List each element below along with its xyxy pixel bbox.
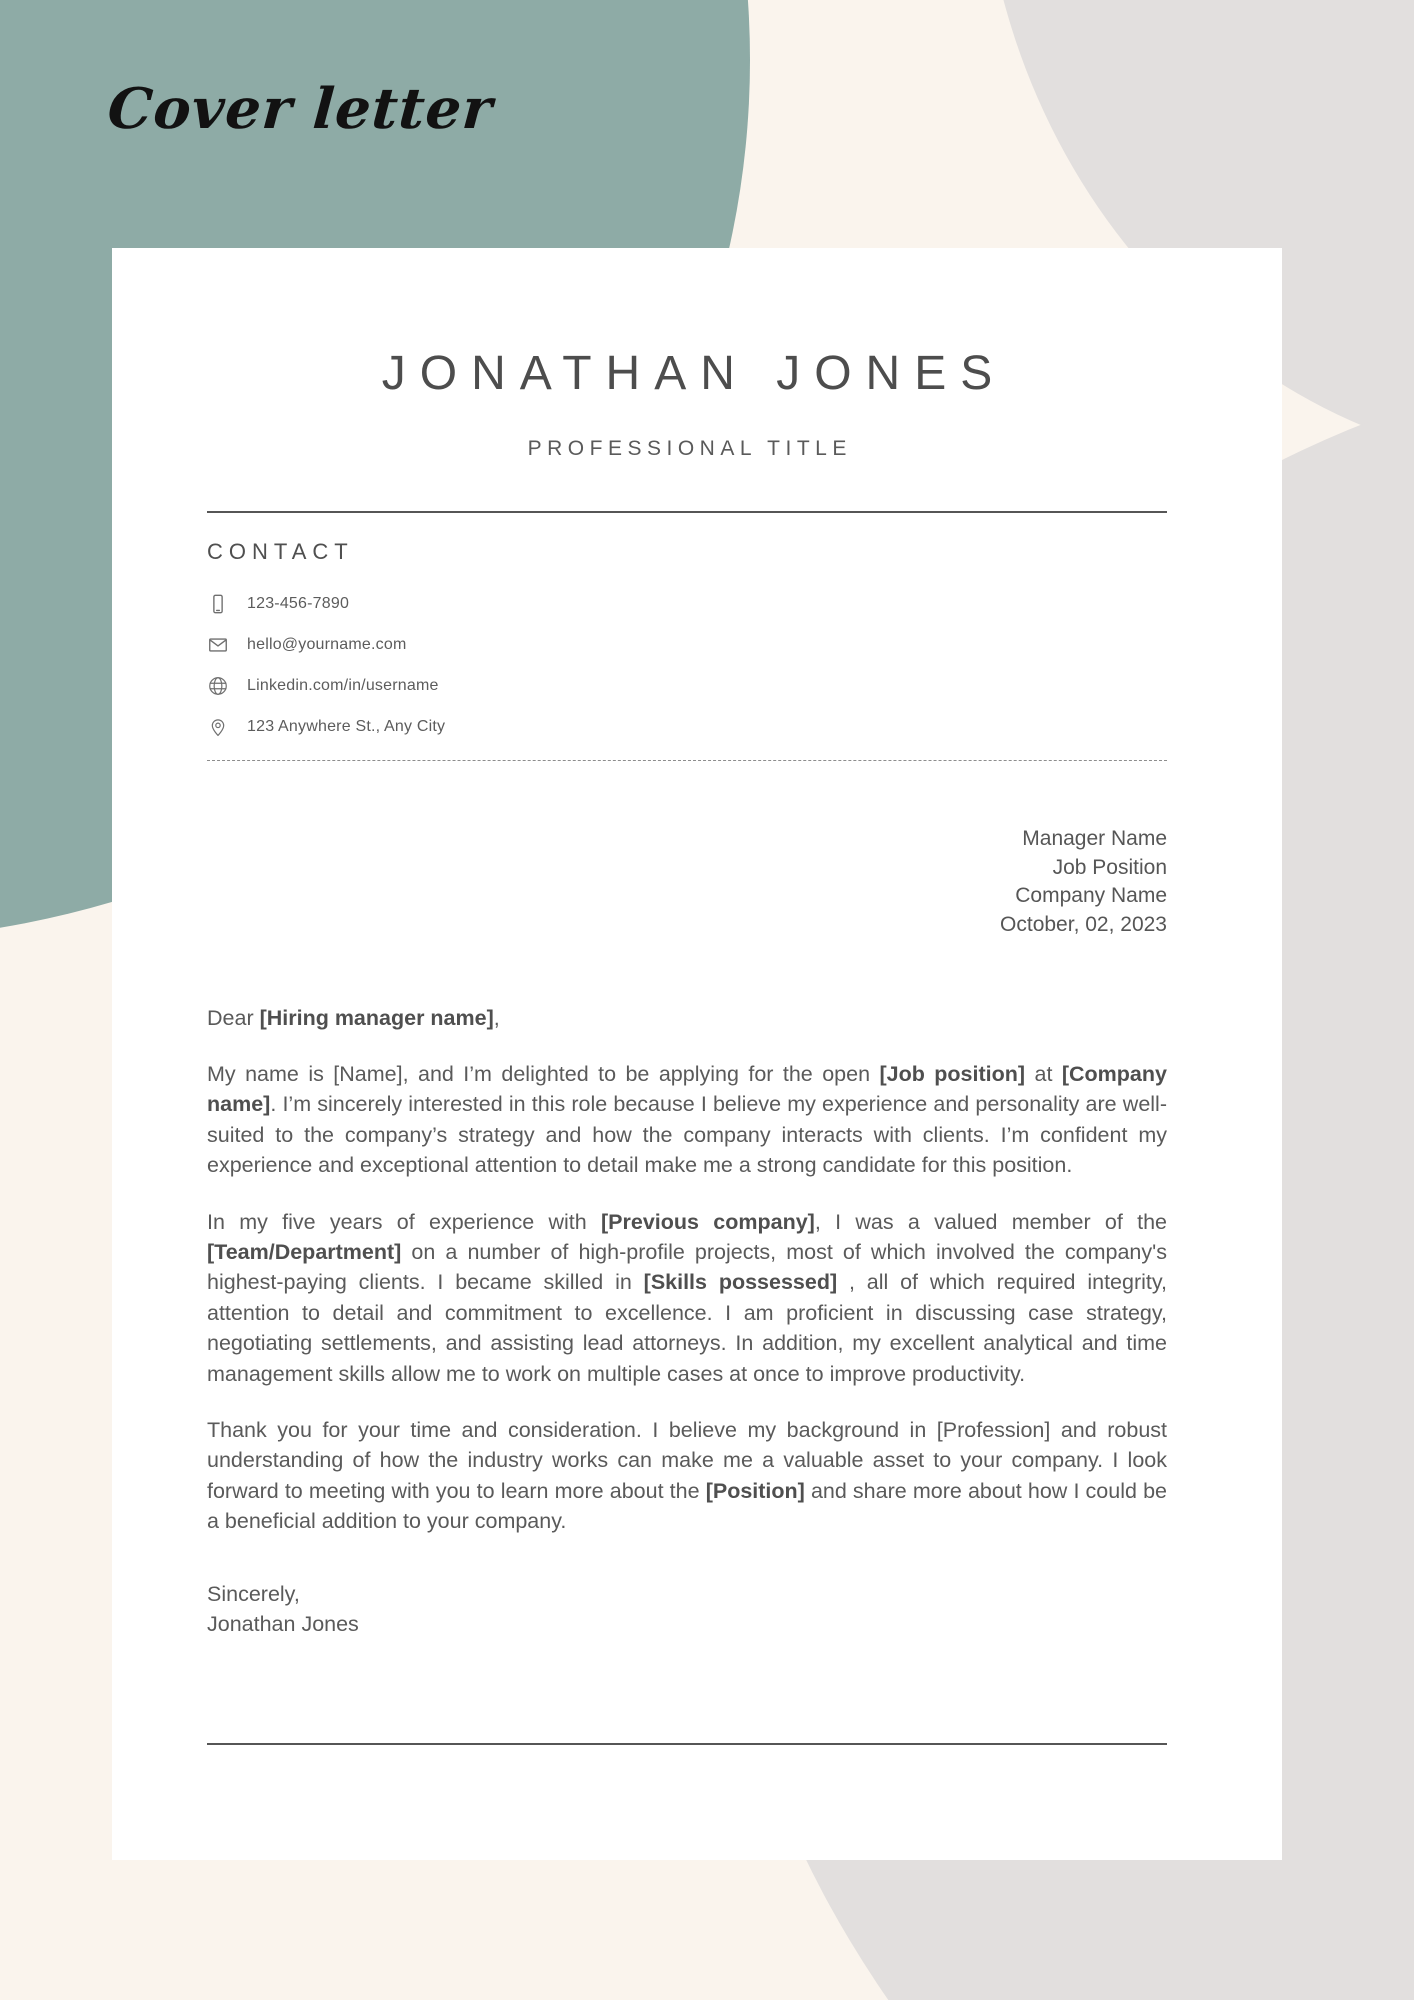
placeholder-bold: [Previous company] bbox=[601, 1209, 815, 1234]
street-address: 123 Anywhere St., Any City bbox=[247, 717, 446, 735]
letter-body bbox=[207, 1059, 1167, 1537]
text-run: at bbox=[1025, 1062, 1062, 1086]
letter-page bbox=[112, 248, 1282, 1860]
text-run: on a number of high-profile projects, most of which involved the company's highest-paying clients. I became skilled in bbox=[207, 1240, 1167, 1295]
salutation bbox=[207, 1003, 1167, 1033]
closing-block bbox=[207, 1579, 1167, 1639]
letter-date: October, 02, 2023 bbox=[1000, 912, 1167, 936]
footer-divider bbox=[207, 1743, 1167, 1745]
placeholder-bold: [Job position] bbox=[879, 1062, 1026, 1086]
text-run: . I’m sincerely interested in this role because I believe my experience and personality are well-suited to the company’s strategy and how the company interacts with clients. I’m confident my experience and exceptional attention to detail make me a strong candidate for this position. bbox=[207, 1092, 1167, 1178]
contact-row-email bbox=[207, 624, 1167, 665]
location-icon bbox=[207, 716, 229, 738]
dashed-divider bbox=[207, 760, 1167, 761]
closing-signature: Jonathan Jones bbox=[207, 1611, 359, 1636]
placeholder-bold: [Hiring manager name] bbox=[259, 1006, 494, 1030]
contact-row-address bbox=[207, 706, 1167, 747]
phone-icon bbox=[207, 593, 229, 615]
email-address: hello@yourname.com bbox=[247, 635, 407, 653]
text-run: Thank you for your time and consideration. I believe my background in [Profession] and robust understanding of how the industry works can make me a valuable asset to your company. I look forward to meeting with you to learn more about the bbox=[207, 1418, 1167, 1503]
recipient-job-position: Job Position bbox=[1052, 855, 1167, 879]
text-run: In my five years of experience with bbox=[207, 1209, 601, 1234]
contact-list bbox=[207, 583, 1167, 747]
recipient-manager-name: Manager Name bbox=[1022, 827, 1167, 850]
text-run: , all of which required integrity, attention to detail and commitment to excellence. I am proficient in discussing case strategy, negotiating settlements, and assisting lead attorneys. In addition, my excellent analytical and time management skills allow me to work on multiple cases at once to improve productivity. bbox=[207, 1270, 1167, 1386]
recipient-block bbox=[207, 825, 1167, 939]
globe-icon bbox=[207, 675, 229, 697]
text-run: , bbox=[493, 1006, 500, 1030]
placeholder-bold: [Position] bbox=[705, 1478, 805, 1503]
closing-sincerely: Sincerely, bbox=[207, 1581, 300, 1606]
page-title: Cover letter bbox=[105, 76, 496, 142]
placeholder-bold: [Skills possessed] bbox=[643, 1270, 838, 1295]
contact-row-linkedin bbox=[207, 665, 1167, 706]
text-run: and share more about how I could be a beneficial addition to your company. bbox=[207, 1478, 1167, 1534]
email-icon bbox=[207, 634, 229, 656]
placeholder-bold: [Team/Department] bbox=[207, 1240, 402, 1265]
header-divider bbox=[207, 511, 1167, 513]
contact-row-phone bbox=[207, 583, 1167, 624]
paragraph-experience bbox=[207, 1207, 1167, 1389]
paragraph-intro bbox=[207, 1059, 1167, 1181]
text-run: My name is [Name], and I’m delighted to be applying for the open bbox=[207, 1062, 880, 1086]
text-run: , I was a valued member of the bbox=[814, 1209, 1168, 1234]
professional-title: PROFESSIONAL TITLE bbox=[527, 437, 852, 460]
linkedin-url: Linkedin.com/in/username bbox=[247, 676, 439, 694]
recipient-company-name: Company Name bbox=[1015, 884, 1167, 907]
paragraph-thanks bbox=[207, 1415, 1167, 1537]
candidate-name: JONATHAN JONES bbox=[381, 347, 1007, 400]
text-run: Dear bbox=[207, 1006, 260, 1030]
contact-heading: CONTACT bbox=[207, 539, 354, 564]
placeholder-bold: [Company name] bbox=[207, 1062, 1167, 1117]
phone-number: 123-456-7890 bbox=[247, 594, 350, 612]
